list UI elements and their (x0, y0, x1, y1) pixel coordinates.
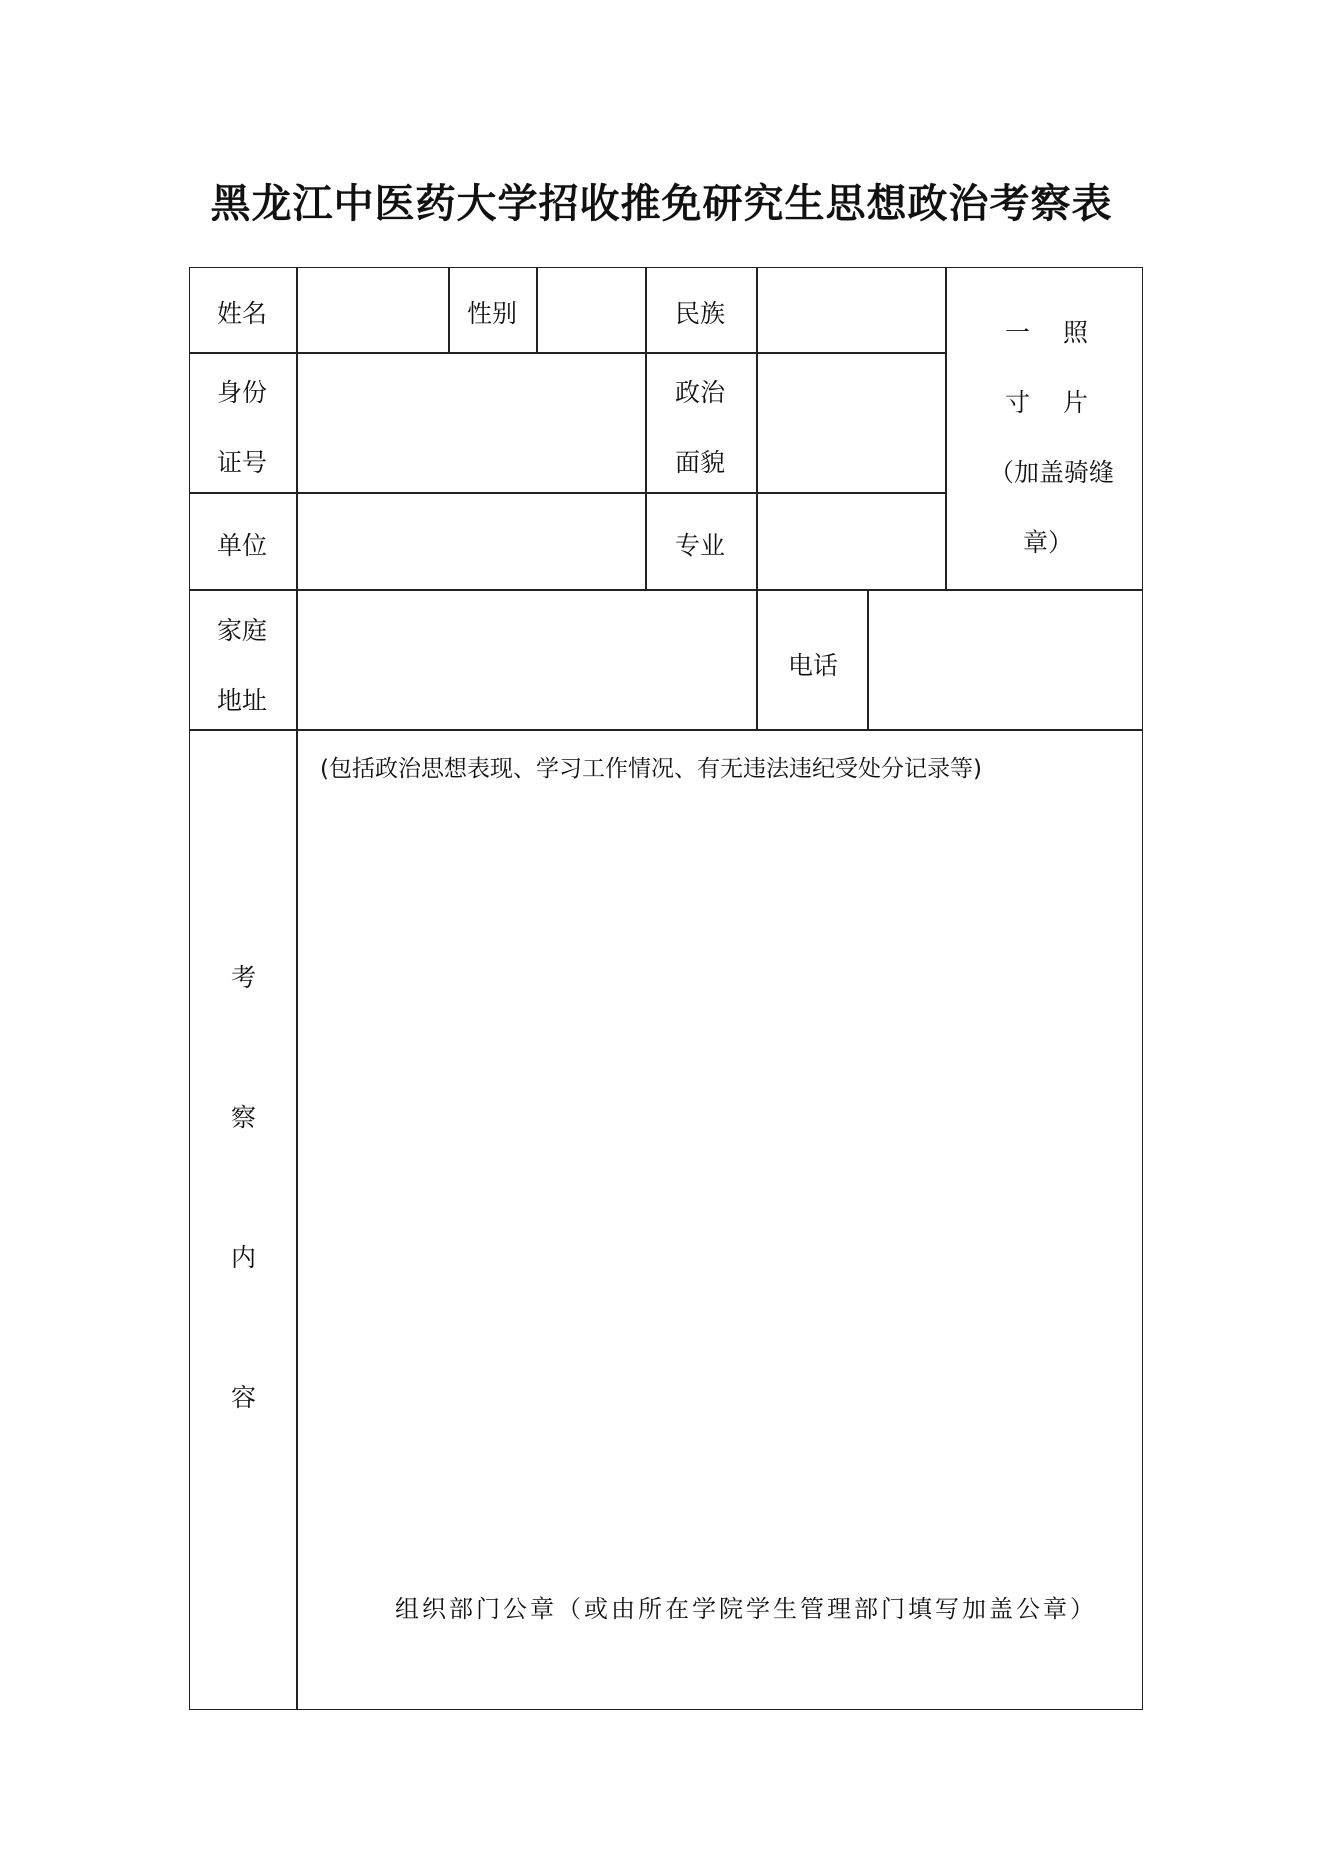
name-field[interactable] (298, 269, 447, 351)
ethnicity-field[interactable] (758, 269, 944, 351)
seal-note: 组织部门公章（或由所在学院学生管理部门填写加盖公章） (395, 1595, 1097, 1623)
gender-field[interactable] (538, 269, 644, 351)
label-gender: 性别 (467, 299, 518, 328)
label-phone: 电话 (788, 651, 839, 680)
phone-field[interactable] (869, 591, 1142, 728)
label-id-1: 身份 (217, 378, 268, 407)
review-label-char: 内 (231, 1243, 257, 1272)
form-title: 黑龙江中医药大学招收推免研究生思想政治考察表 (210, 181, 1113, 227)
label-id-2: 证号 (217, 448, 268, 477)
label-address-1: 家庭 (217, 616, 268, 645)
photo-box (947, 269, 1142, 588)
label-ethnicity: 民族 (675, 299, 726, 328)
photo-line-2: 寸 片 (1005, 388, 1088, 417)
photo-line-1: 一 照 (1005, 318, 1088, 347)
photo-line-3: （加盖骑缝 (989, 458, 1115, 487)
review-hint: (包括政治思想表现、学习工作情况、有无违法违纪受处分记录等) (320, 756, 982, 782)
label-unit: 单位 (217, 531, 268, 560)
unit-field[interactable] (298, 494, 644, 588)
photo-line-4: 章） (1023, 528, 1074, 557)
review-label-char: 察 (231, 1103, 257, 1132)
review-label-char: 容 (231, 1383, 257, 1412)
political-status-field[interactable] (758, 354, 944, 491)
label-address-2: 地址 (217, 686, 268, 715)
review-label-char: 考 (231, 963, 257, 992)
label-name: 姓名 (217, 299, 268, 328)
address-field[interactable] (298, 591, 755, 728)
label-major: 专业 (675, 531, 726, 560)
label-politics-2: 面貌 (675, 448, 726, 477)
review-content-field[interactable] (298, 731, 1142, 1709)
id-number-field[interactable] (298, 354, 644, 491)
major-field[interactable] (758, 494, 944, 588)
label-politics-1: 政治 (675, 378, 726, 407)
